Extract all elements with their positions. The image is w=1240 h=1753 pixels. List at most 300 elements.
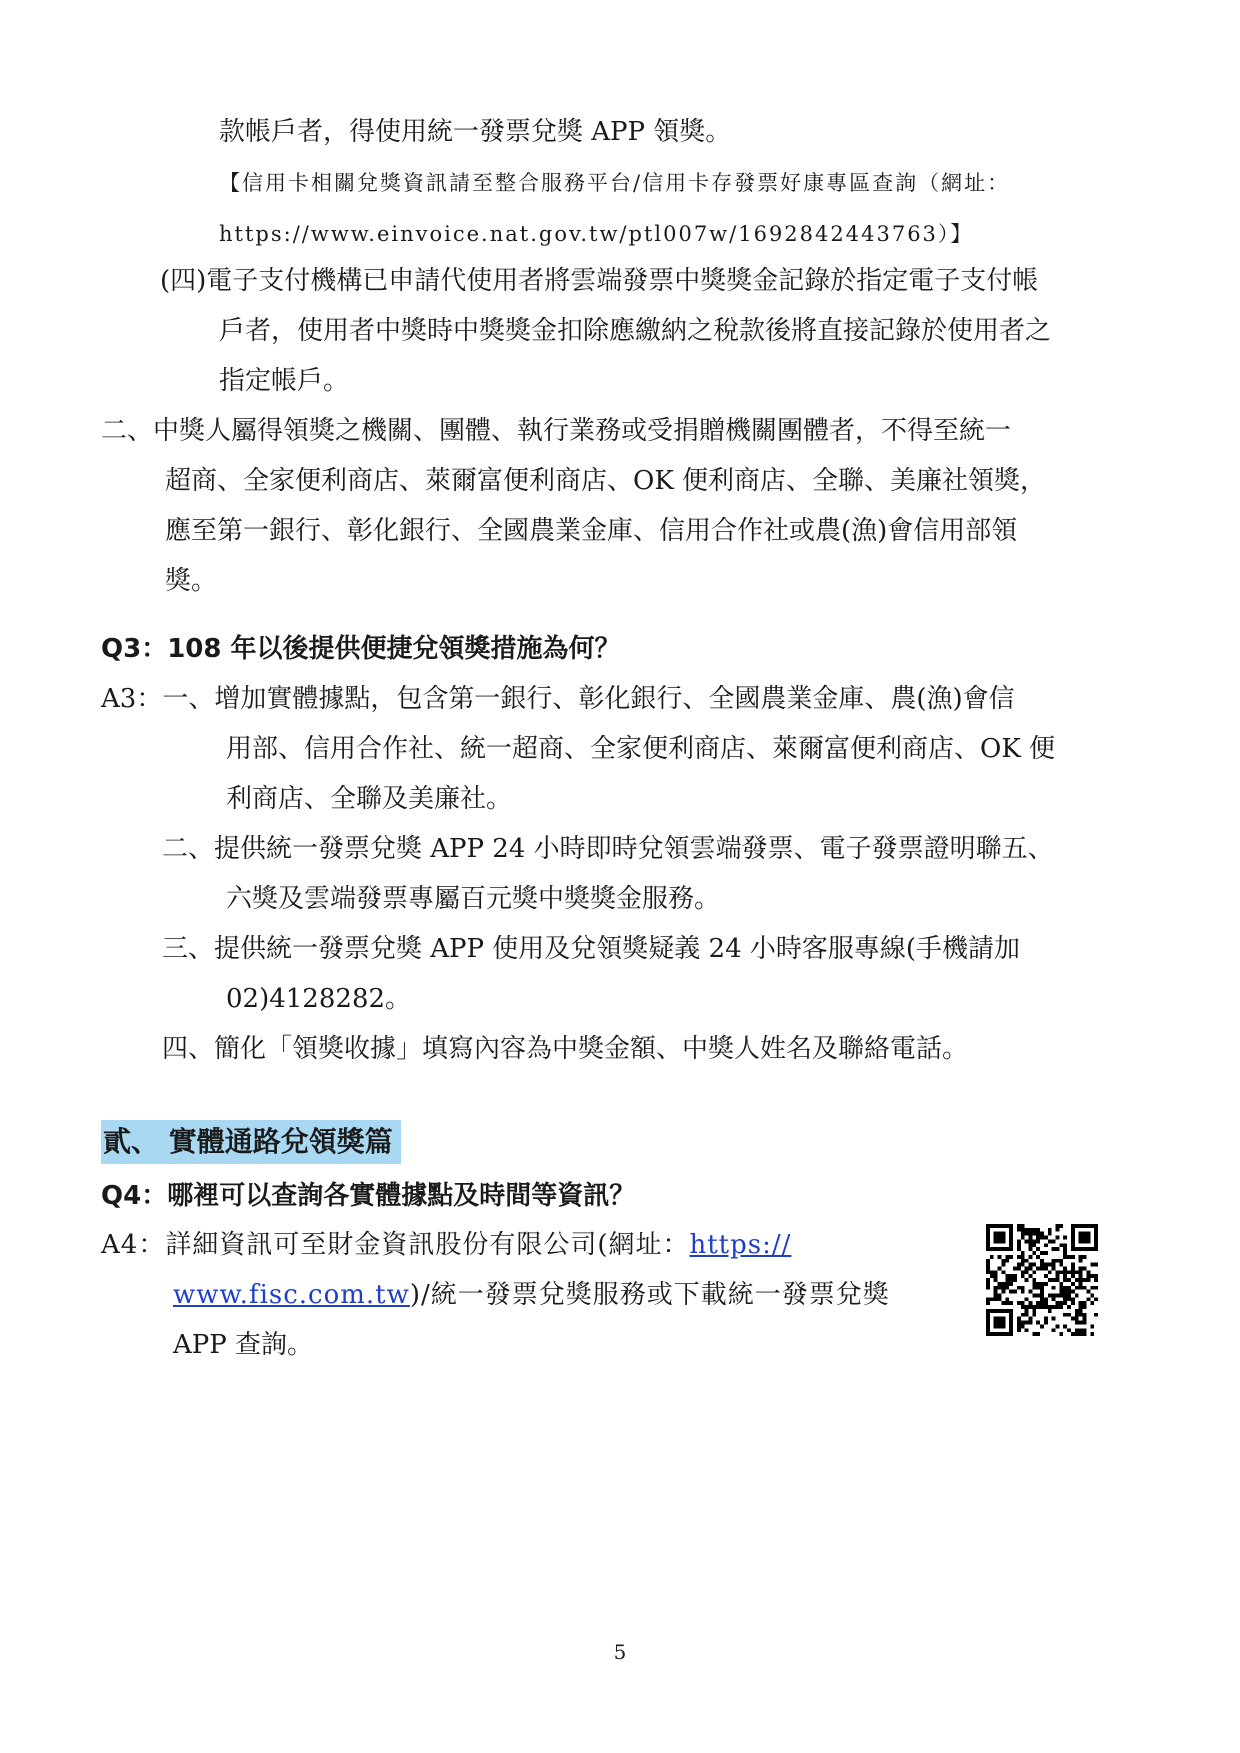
qr-module: [1056, 1301, 1060, 1305]
qr-module: [1044, 1321, 1048, 1325]
qr-module: [1025, 1259, 1029, 1263]
q4-question: Q4：哪裡可以查詢各實體據點及時間等資訊？: [101, 1181, 636, 1211]
qr-module: [1013, 1274, 1017, 1278]
qr-module: [1094, 1263, 1098, 1267]
qr-module: [1036, 1255, 1040, 1259]
q4-answer-line-1: [101, 1228, 791, 1262]
qr-module: [986, 1243, 990, 1247]
qr-module: [1032, 1286, 1036, 1290]
qr-module: [986, 1332, 990, 1336]
qr-module: [1044, 1301, 1048, 1305]
qr-module: [1032, 1305, 1036, 1309]
qr-module: [1075, 1247, 1079, 1251]
qr-module: [994, 1236, 998, 1240]
qr-module: [1036, 1332, 1040, 1336]
qr-module: [1048, 1263, 1052, 1267]
qr-module: [1086, 1236, 1090, 1240]
qr-module: [1048, 1228, 1052, 1232]
q3-answer-4-line-1: 四、簡化「領獎收據」填寫內容為中獎金額、中獎人姓名及聯絡電話。: [162, 1034, 969, 1064]
qr-module: [1052, 1317, 1056, 1321]
qr-module: [1063, 1266, 1067, 1270]
qr-module: [1001, 1236, 1005, 1240]
qr-module: [990, 1309, 994, 1313]
qr-module: [1021, 1301, 1025, 1305]
qr-module: [1067, 1270, 1071, 1274]
qr-module: [990, 1224, 994, 1228]
qr-module: [1028, 1305, 1032, 1309]
qr-module: [1063, 1278, 1067, 1282]
qr-module: [1056, 1278, 1060, 1282]
qr-module: [1028, 1317, 1032, 1321]
qr-module: [986, 1328, 990, 1332]
qr-module: [998, 1332, 1002, 1336]
qr-module: [1044, 1236, 1048, 1240]
qr-module: [1056, 1259, 1060, 1263]
qr-module: [1063, 1270, 1067, 1274]
qr-module: [1028, 1232, 1032, 1236]
qr-module: [1009, 1255, 1013, 1259]
qr-module: [994, 1297, 998, 1301]
qr-module: [1013, 1266, 1017, 1270]
qr-module: [1079, 1282, 1083, 1286]
qr-module: [986, 1309, 990, 1313]
qr-module: [1086, 1239, 1090, 1243]
qr-module: [1009, 1247, 1013, 1251]
qr-module: [994, 1290, 998, 1294]
note-line-1: 【信用卡相關兌獎資訊請至整合服務平台/信用卡存發票好康專區查詢（網址：: [219, 171, 1011, 195]
qr-module: [1005, 1255, 1009, 1259]
qr-module: [994, 1274, 998, 1278]
qr-module: [1075, 1270, 1079, 1274]
qr-module: [1028, 1239, 1032, 1243]
qr-module: [1028, 1263, 1032, 1267]
qr-module: [1052, 1286, 1056, 1290]
qr-module: [1083, 1313, 1087, 1317]
qr-module: [1075, 1309, 1079, 1313]
qr-module: [1075, 1294, 1079, 1298]
qr-module: [1028, 1321, 1032, 1325]
qr-module: [1083, 1255, 1087, 1259]
qr-module: [1086, 1274, 1090, 1278]
qr-module: [1052, 1328, 1056, 1332]
qr-module: [1079, 1224, 1083, 1228]
qr-module: [1021, 1313, 1025, 1317]
qr-module: [1001, 1239, 1005, 1243]
qr-module: [1009, 1236, 1013, 1240]
qr-module: [1021, 1263, 1025, 1267]
qr-module: [1001, 1286, 1005, 1290]
qr-module: [1040, 1294, 1044, 1298]
qr-module: [1086, 1247, 1090, 1251]
qr-module: [1067, 1328, 1071, 1332]
q4-answer-suffix: )/統一發票兌獎服務或下載統一發票兌獎: [409, 1280, 890, 1310]
qr-module: [998, 1266, 1002, 1270]
qr-module: [1090, 1294, 1094, 1298]
qr-module: [1028, 1247, 1032, 1251]
qr-module: [1005, 1332, 1009, 1336]
qr-module: [1048, 1270, 1052, 1274]
qr-module: [1001, 1324, 1005, 1328]
qr-module: [1009, 1313, 1013, 1317]
q3-answer-1-line-3: 利商店、全聯及美廉社。: [226, 784, 513, 814]
qr-module: [1063, 1236, 1067, 1240]
qr-module: [1001, 1332, 1005, 1336]
qr-module: [1032, 1332, 1036, 1336]
qr-module: [1056, 1224, 1060, 1228]
qr-module: [1005, 1297, 1009, 1301]
qr-module: [1079, 1286, 1083, 1290]
qr-module: [1025, 1278, 1029, 1282]
qr-module: [1059, 1263, 1063, 1267]
qr-module: [1005, 1274, 1009, 1278]
qr-module: [994, 1309, 998, 1313]
qr-module: [1040, 1286, 1044, 1290]
qr-module: [990, 1332, 994, 1336]
qr-module: [1052, 1294, 1056, 1298]
qr-module: [1079, 1259, 1083, 1263]
qr-module: [1056, 1274, 1060, 1278]
qr-module: [1056, 1324, 1060, 1328]
qr-module: [1075, 1317, 1079, 1321]
qr-module: [1036, 1239, 1040, 1243]
page-number: 5: [613, 1640, 627, 1664]
q3-answer-1-line-2: 用部、信用合作社、統一超商、全家便利商店、萊爾富便利商店、OK 便: [226, 734, 1056, 764]
qr-module: [1083, 1328, 1087, 1332]
qr-module: [1040, 1282, 1044, 1286]
qr-module: [1021, 1305, 1025, 1309]
qr-module: [1040, 1251, 1044, 1255]
qr-module: [1001, 1224, 1005, 1228]
qr-module: [1063, 1324, 1067, 1328]
qr-module: [1071, 1290, 1075, 1294]
qr-module: [1056, 1228, 1060, 1232]
qr-code-icon[interactable]: [986, 1224, 1098, 1336]
qr-module: [1001, 1321, 1005, 1325]
qr-module: [1052, 1259, 1056, 1263]
qr-module: [1079, 1332, 1083, 1336]
qr-module: [1079, 1270, 1083, 1274]
qr-module: [1005, 1309, 1009, 1313]
qr-module: [1009, 1324, 1013, 1328]
qr-module: [1032, 1251, 1036, 1255]
qr-module: [1071, 1236, 1075, 1240]
qr-module: [1079, 1301, 1083, 1305]
qr-module: [1090, 1286, 1094, 1290]
qr-module: [994, 1239, 998, 1243]
qr-module: [998, 1282, 1002, 1286]
qr-module: [1017, 1301, 1021, 1305]
qr-module: [1001, 1232, 1005, 1236]
qr-module: [1009, 1228, 1013, 1232]
qr-module: [1025, 1309, 1029, 1313]
qr-module: [1009, 1332, 1013, 1336]
qr-module: [1083, 1321, 1087, 1325]
qr-module: [1025, 1239, 1029, 1243]
qr-module: [1071, 1332, 1075, 1336]
qr-module: [1036, 1282, 1040, 1286]
qr-module: [1025, 1297, 1029, 1301]
qr-module: [1025, 1305, 1029, 1309]
qr-module: [1063, 1313, 1067, 1317]
qr-module: [1083, 1301, 1087, 1305]
qr-module: [1079, 1321, 1083, 1325]
qr-module: [1017, 1263, 1021, 1267]
qr-module: [1094, 1286, 1098, 1290]
qr-module: [1086, 1224, 1090, 1228]
qr-module: [1040, 1232, 1044, 1236]
qr-module: [1090, 1224, 1094, 1228]
qr-module: [1056, 1236, 1060, 1240]
qr-module: [1059, 1270, 1063, 1274]
qr-module: [1021, 1324, 1025, 1328]
qr-module: [994, 1224, 998, 1228]
qr-module: [1086, 1232, 1090, 1236]
qr-module: [1036, 1266, 1040, 1270]
qr-module: [1032, 1282, 1036, 1286]
qr-module: [1090, 1332, 1094, 1336]
qr-module: [1079, 1247, 1083, 1251]
qr-module: [998, 1297, 1002, 1301]
qr-module: [1094, 1247, 1098, 1251]
qr-module: [1048, 1305, 1052, 1309]
qr-module: [1086, 1290, 1090, 1294]
qr-module: [1040, 1290, 1044, 1294]
qr-module: [1094, 1297, 1098, 1301]
qr-module: [1036, 1305, 1040, 1309]
qr-module: [1001, 1282, 1005, 1286]
p2-line-1: 二、中獎人屬得領獎之機關、團體、執行業務或受捐贈機關團體者，不得至統一: [101, 416, 1012, 446]
qr-module: [1021, 1255, 1025, 1259]
qr-module: [1001, 1263, 1005, 1267]
qr-module: [1063, 1286, 1067, 1290]
qr-module: [1063, 1251, 1067, 1255]
qr-module: [1052, 1278, 1056, 1282]
qr-module: [986, 1324, 990, 1328]
qr-module: [1032, 1239, 1036, 1243]
qr-module: [1044, 1317, 1048, 1321]
qr-module: [1075, 1278, 1079, 1282]
qr-module: [998, 1232, 1002, 1236]
qr-module: [1056, 1247, 1060, 1251]
qr-module: [1056, 1294, 1060, 1298]
qr-module: [998, 1236, 1002, 1240]
qr-module: [1009, 1328, 1013, 1332]
qr-module: [1071, 1270, 1075, 1274]
qr-module: [1071, 1297, 1075, 1301]
qr-module: [986, 1266, 990, 1270]
qr-module: [1001, 1270, 1005, 1274]
qr-module: [1032, 1294, 1036, 1298]
qr-module: [1079, 1278, 1083, 1282]
q4-answer-line-2: [173, 1278, 890, 1312]
qr-module: [986, 1247, 990, 1251]
q4-answer-prefix: A4：詳細資訊可至財金資訊股份有限公司(網址：: [101, 1230, 690, 1260]
qr-module: [1021, 1251, 1025, 1255]
qr-module: [990, 1247, 994, 1251]
qr-module: [1009, 1321, 1013, 1325]
qr-module: [986, 1228, 990, 1232]
qr-module: [1079, 1328, 1083, 1332]
qr-module: [1059, 1290, 1063, 1294]
qr-module: [1071, 1239, 1075, 1243]
qr-module: [1028, 1290, 1032, 1294]
qr-module: [998, 1286, 1002, 1290]
qr-module: [1067, 1290, 1071, 1294]
qr-module: [1021, 1232, 1025, 1236]
qr-module: [1083, 1232, 1087, 1236]
qr-module: [1017, 1247, 1021, 1251]
qr-module: [1090, 1324, 1094, 1328]
q4-answer-line-3: APP 查詢。: [173, 1330, 314, 1360]
qr-module: [1005, 1247, 1009, 1251]
qr-module: [986, 1263, 990, 1267]
q3-answer-2-line-1: 二、提供統一發票兌獎 APP 24 小時即時兌領雲端發票、電子發票證明聯五、: [162, 834, 1054, 864]
qr-module: [1052, 1305, 1056, 1309]
qr-module: [1017, 1324, 1021, 1328]
qr-module: [1079, 1236, 1083, 1240]
qr-module: [1071, 1255, 1075, 1259]
qr-module: [1025, 1266, 1029, 1270]
qr-module: [1090, 1274, 1094, 1278]
qr-module: [994, 1294, 998, 1298]
qr-module: [1036, 1286, 1040, 1290]
qr-module: [1071, 1232, 1075, 1236]
qr-module: [1079, 1305, 1083, 1309]
qr-module: [1063, 1290, 1067, 1294]
fisc-link-part-2[interactable]: www.fisc.com.tw: [173, 1280, 410, 1310]
qr-module: [1017, 1243, 1021, 1247]
qr-module: [986, 1224, 990, 1228]
qr-module: [1094, 1236, 1098, 1240]
qr-module: [1059, 1305, 1063, 1309]
qr-module: [1044, 1243, 1048, 1247]
qr-module: [1059, 1332, 1063, 1336]
qr-module: [1079, 1232, 1083, 1236]
qr-module: [990, 1255, 994, 1259]
qr-module: [1005, 1301, 1009, 1305]
qr-module: [1083, 1305, 1087, 1309]
qr-module: [1017, 1317, 1021, 1321]
q3-answer-2-line-2: 六獎及雲端發票專屬百元獎中獎獎金服務。: [226, 884, 721, 914]
item4-line-3: 指定帳戶。: [219, 366, 350, 396]
item4-line-2: 戶者，使用者中獎時中獎獎金扣除應繳納之稅款後將直接記錄於使用者之: [219, 316, 1052, 346]
qr-module: [1005, 1286, 1009, 1290]
qr-module: [1059, 1286, 1063, 1290]
qr-module: [1025, 1313, 1029, 1317]
qr-module: [1044, 1305, 1048, 1309]
qr-module: [1079, 1313, 1083, 1317]
qr-module: [986, 1286, 990, 1290]
qr-module: [990, 1297, 994, 1301]
qr-module: [1063, 1255, 1067, 1259]
qr-module: [1036, 1232, 1040, 1236]
qr-module: [1083, 1286, 1087, 1290]
qr-module: [1083, 1266, 1087, 1270]
qr-module: [1009, 1274, 1013, 1278]
qr-module: [998, 1294, 1002, 1298]
qr-module: [1009, 1239, 1013, 1243]
qr-module: [1009, 1243, 1013, 1247]
qr-module: [986, 1259, 990, 1263]
qr-module: [994, 1247, 998, 1251]
qr-module: [1079, 1266, 1083, 1270]
qr-module: [1090, 1247, 1094, 1251]
qr-module: [1028, 1243, 1032, 1247]
qr-module: [994, 1324, 998, 1328]
qr-module: [998, 1324, 1002, 1328]
qr-module: [986, 1278, 990, 1282]
qr-module: [1001, 1301, 1005, 1305]
qr-module: [1025, 1228, 1029, 1232]
qr-module: [1067, 1286, 1071, 1290]
qr-module: [1083, 1317, 1087, 1321]
qr-module: [1001, 1309, 1005, 1313]
qr-module: [1032, 1228, 1036, 1232]
qr-module: [1028, 1228, 1032, 1232]
qr-module: [1009, 1309, 1013, 1313]
qr-module: [1040, 1305, 1044, 1309]
qr-module: [1071, 1228, 1075, 1232]
section-heading: 貳、 實體通路兌領獎篇: [101, 1120, 401, 1164]
qr-module: [986, 1270, 990, 1274]
qr-module: [1044, 1274, 1048, 1278]
qr-module: [1071, 1263, 1075, 1267]
fisc-link-part-1[interactable]: https://: [689, 1230, 792, 1260]
qr-module: [1083, 1247, 1087, 1251]
qr-module: [994, 1232, 998, 1236]
qr-module: [1040, 1259, 1044, 1263]
qr-module: [1044, 1251, 1048, 1255]
qr-module: [1009, 1301, 1013, 1305]
qr-module: [1028, 1274, 1032, 1278]
qr-module: [1017, 1328, 1021, 1332]
q3-answer-1-line-1: A3：一、增加實體據點，包含第一銀行、彰化銀行、全國農業金庫、農(漁)會信: [101, 684, 1015, 714]
qr-module: [1005, 1282, 1009, 1286]
qr-module: [990, 1274, 994, 1278]
qr-module: [1071, 1266, 1075, 1270]
qr-module: [1079, 1255, 1083, 1259]
qr-module: [994, 1332, 998, 1336]
qr-module: [1094, 1274, 1098, 1278]
qr-module: [1071, 1282, 1075, 1286]
qr-module: [990, 1270, 994, 1274]
qr-module: [986, 1301, 990, 1305]
qr-module: [1079, 1309, 1083, 1313]
qr-module: [1028, 1301, 1032, 1305]
qr-module: [1094, 1224, 1098, 1228]
qr-module: [1021, 1290, 1025, 1294]
qr-module: [1021, 1224, 1025, 1228]
qr-module: [1036, 1294, 1040, 1298]
qr-module: [1090, 1263, 1094, 1267]
qr-module: [1094, 1239, 1098, 1243]
qr-module: [1083, 1224, 1087, 1228]
qr-module: [1063, 1247, 1067, 1251]
qr-module: [1071, 1274, 1075, 1278]
qr-module: [1075, 1328, 1079, 1332]
qr-module: [1009, 1317, 1013, 1321]
qr-module: [986, 1282, 990, 1286]
qr-module: [1040, 1297, 1044, 1301]
qr-module: [1040, 1266, 1044, 1270]
qr-module: [1021, 1228, 1025, 1232]
qr-module: [1063, 1243, 1067, 1247]
qr-module: [1036, 1321, 1040, 1325]
qr-module: [1063, 1301, 1067, 1305]
qr-module: [1021, 1274, 1025, 1278]
qr-module: [986, 1236, 990, 1240]
qr-module: [1079, 1239, 1083, 1243]
